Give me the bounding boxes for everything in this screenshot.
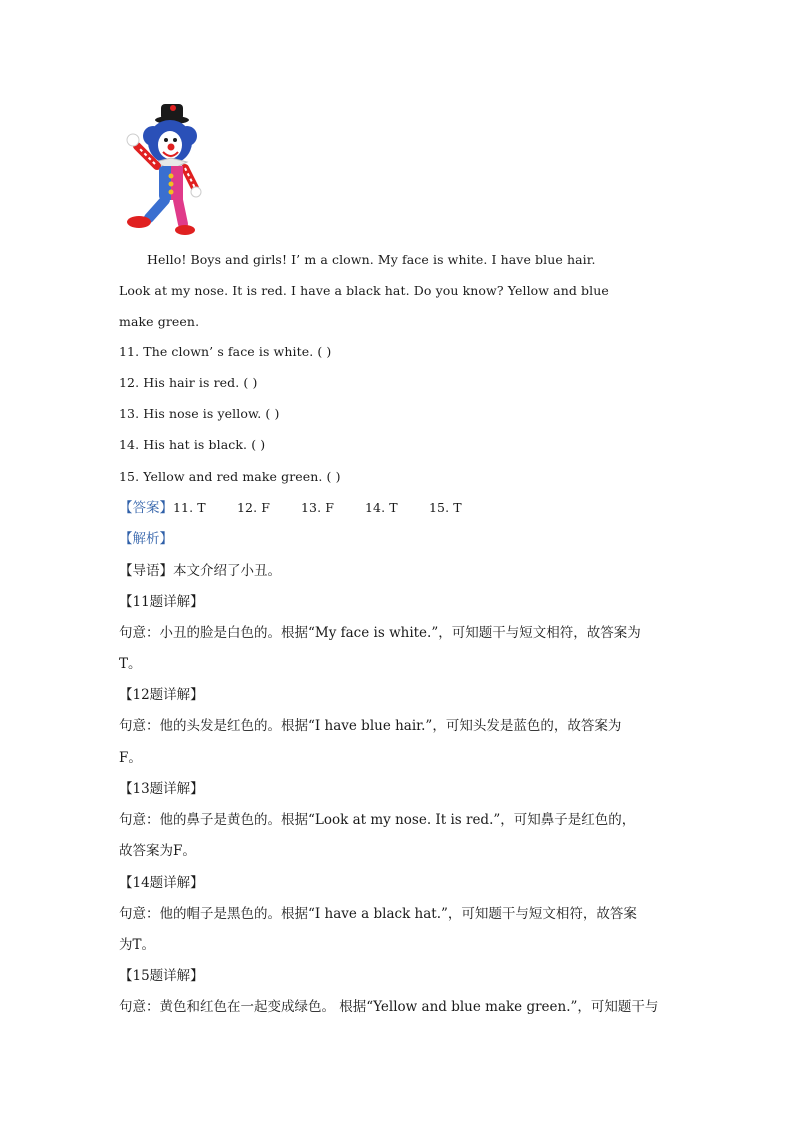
detail-text-12-cont: F。: [119, 750, 142, 766]
answer-item: 11. T: [173, 500, 206, 515]
detail-text-11-cont: T。: [119, 656, 142, 672]
answer-item: 14. T: [365, 500, 398, 515]
analysis-label: 【解析】: [119, 531, 173, 547]
question-15: 15. Yellow and red make green. ( ): [119, 469, 341, 484]
detail-text-14: 句意：他的帽子是黑色的。根据“I have a black hat.”，可知题干与短文相符，故答案: [119, 906, 637, 922]
detail-text-13-cont: 故答案为F。: [119, 843, 196, 859]
detail-heading-11: 【11题详解】: [119, 594, 204, 610]
answer-line: [119, 500, 462, 517]
answer-label: 【答案】: [119, 500, 173, 516]
detail-heading-14: 【14题详解】: [119, 875, 204, 891]
answer-item: 12. F: [237, 500, 271, 515]
detail-text-12: 句意：他的头发是红色的。根据“I have blue hair.”，可知头发是蓝色的，故答案为: [119, 718, 622, 734]
question-12: 12. His hair is red. ( ): [119, 375, 258, 390]
detail-text-15: 句意：黄色和红色在一起变成绿色。 根据“Yellow and blue make green.”，可知题干与: [119, 999, 659, 1015]
intro-text: 【导语】本文介绍了小丑。: [119, 563, 281, 579]
passage-line-2: Look at my nose. It is red. I have a black hat. Do you know? Yellow and blue: [119, 283, 609, 298]
answer-item: 15. T: [429, 500, 462, 515]
detail-heading-12: 【12题详解】: [119, 687, 204, 703]
detail-text-11: 句意：小丑的脸是白色的。根据“My face is white.”，可知题干与短文相符，故答案为: [119, 625, 641, 641]
detail-heading-13: 【13题详解】: [119, 781, 204, 797]
detail-text-13: 句意：他的鼻子是黄色的。根据“Look at my nose. It is red.”，可知鼻子是红色的，: [119, 812, 636, 828]
question-14: 14. His hat is black. ( ): [119, 437, 266, 452]
answer-item: 13. F: [301, 500, 335, 515]
question-11: 11. The clown’ s face is white. ( ): [119, 344, 332, 359]
passage-line-3: make green.: [119, 314, 200, 329]
detail-text-14-cont: 为T。: [119, 937, 156, 953]
passage-line-1: Hello! Boys and girls! I’ m a clown. My face is white. I have blue hair.: [147, 252, 596, 267]
question-13: 13. His nose is yellow. ( ): [119, 406, 280, 421]
detail-heading-15: 【15题详解】: [119, 968, 204, 984]
clown-illustration: [115, 100, 205, 236]
